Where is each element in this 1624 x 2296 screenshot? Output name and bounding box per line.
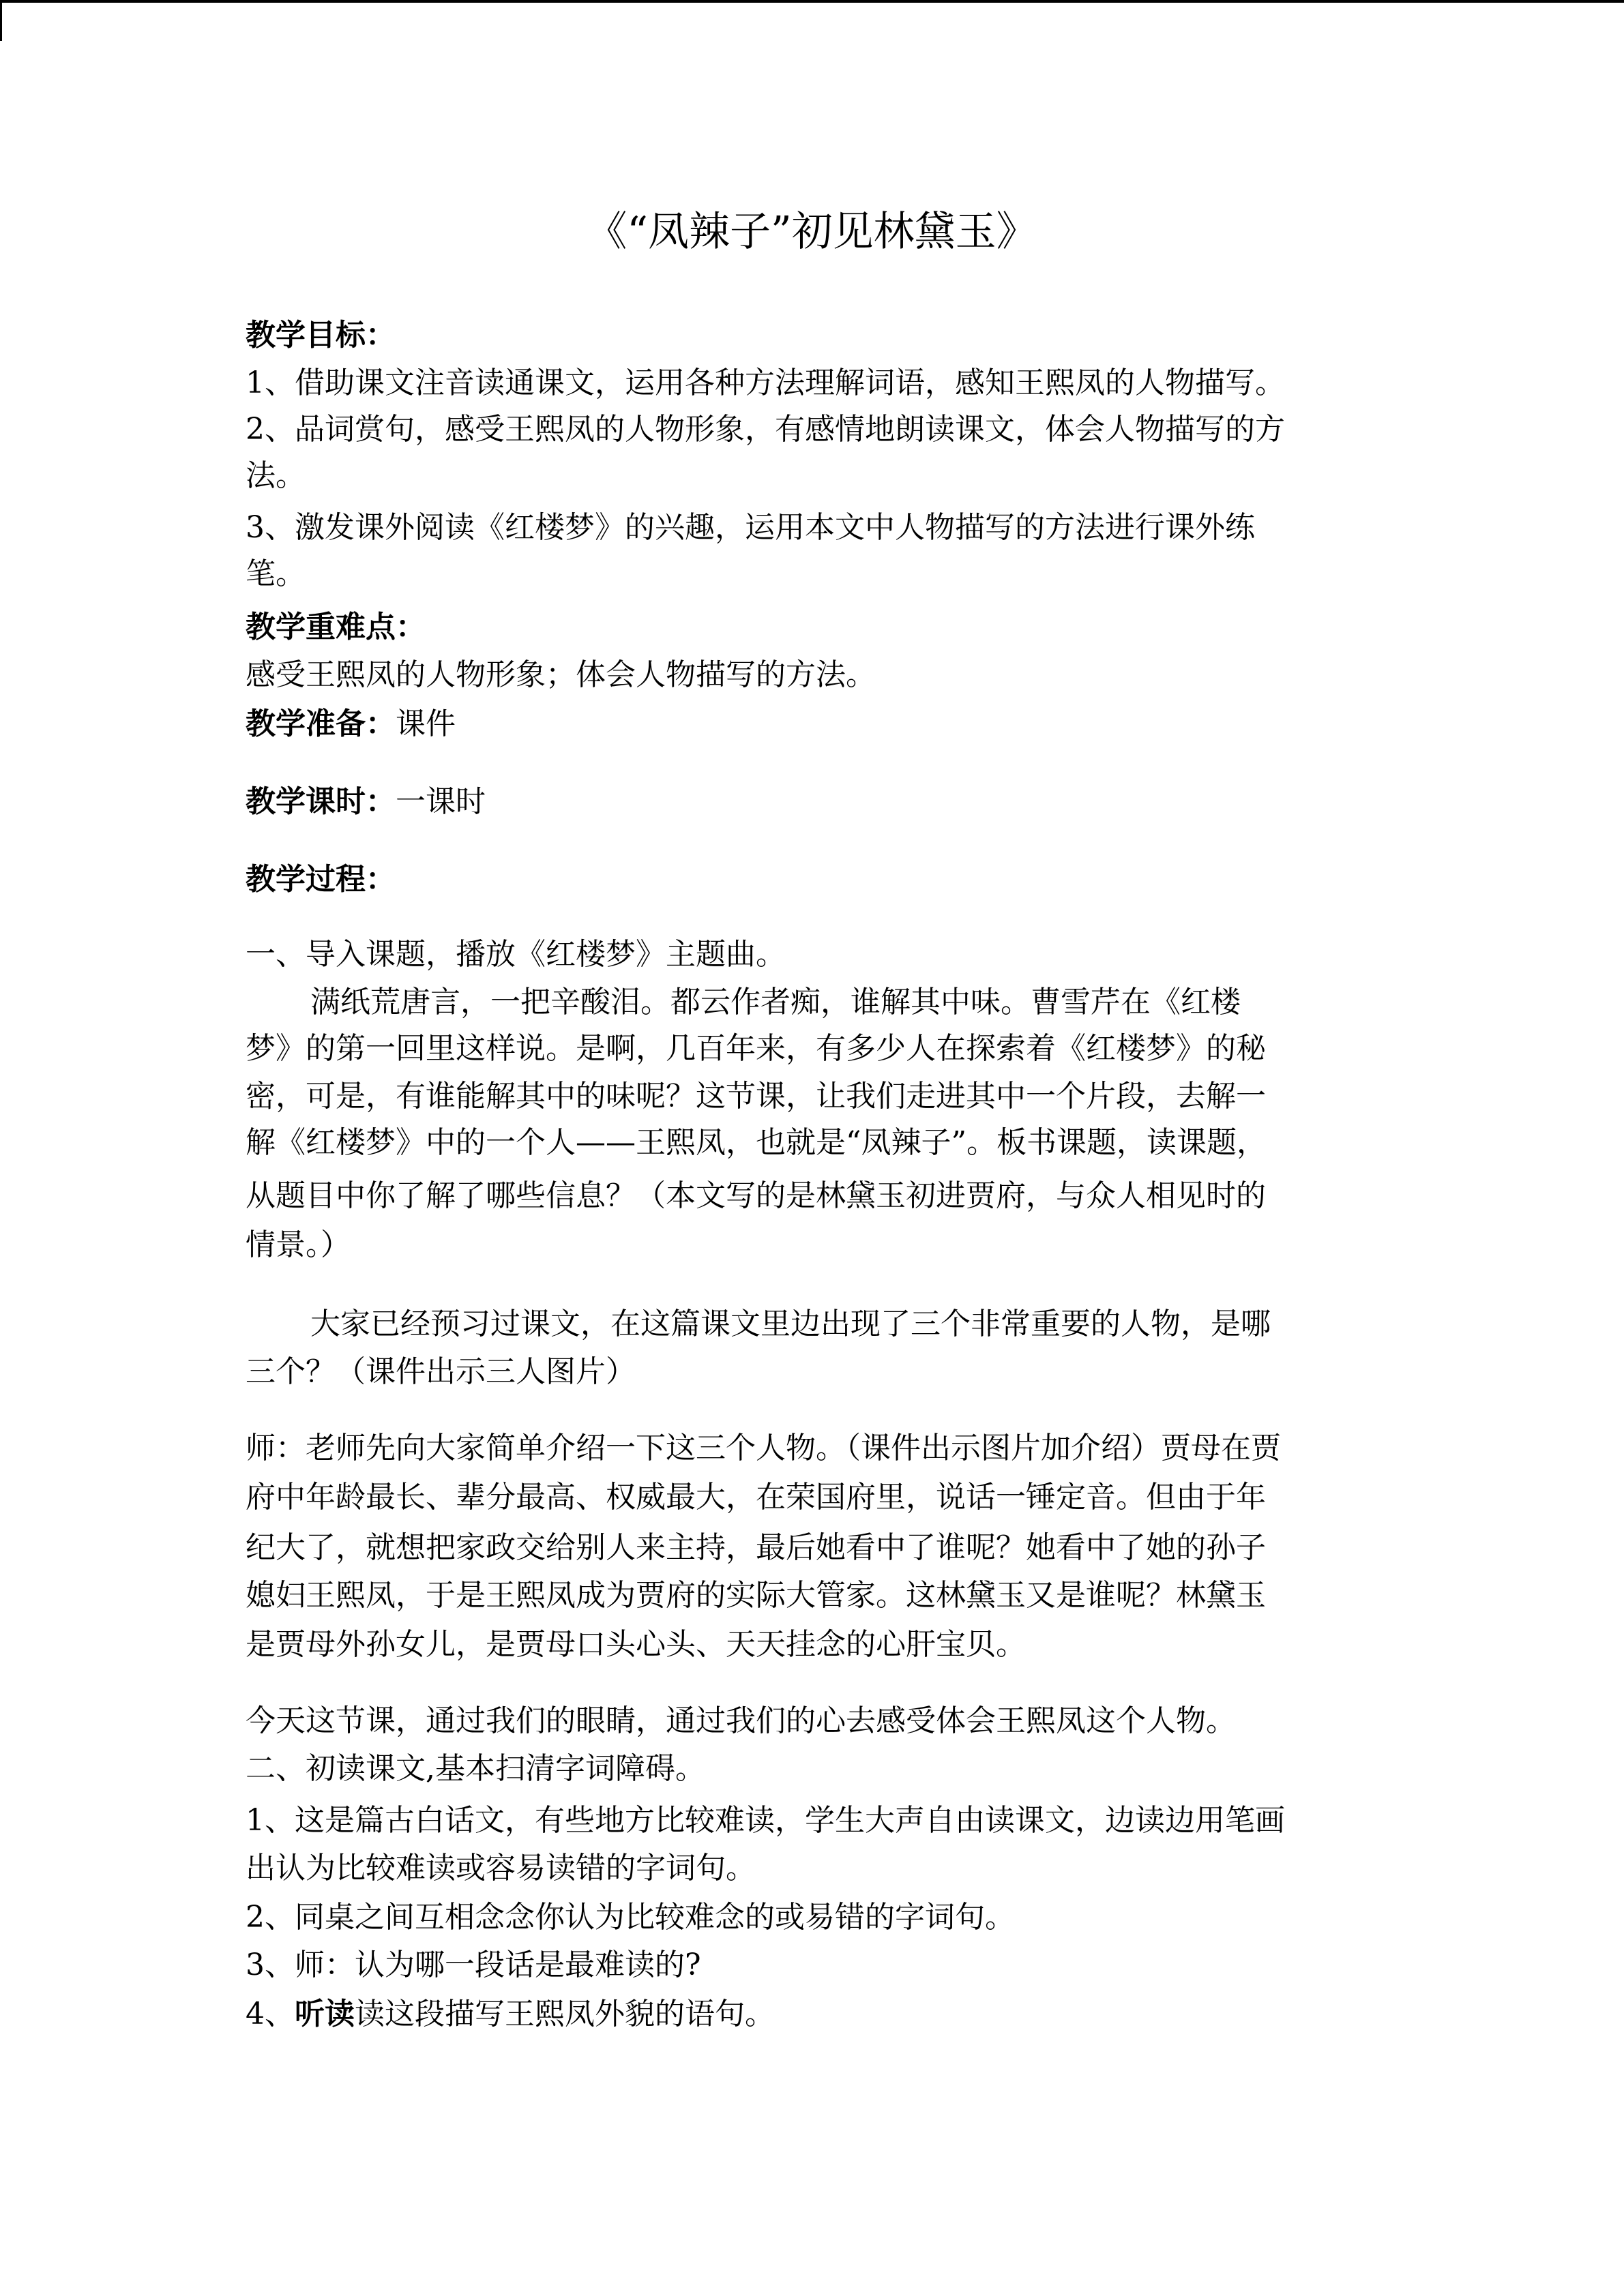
list-item-bold-text: 听读 xyxy=(295,1997,355,2031)
objective-line: 3、激发课外阅读《红楼梦》的兴趣，运用本文中人物描写的方法进行课外练 xyxy=(246,510,1255,545)
top-border xyxy=(0,0,1624,3)
left-border xyxy=(0,0,2,41)
list-item-prefix: 4、 xyxy=(246,1997,295,2031)
document-title: 《“凤辣子”初见林黛玉》 xyxy=(586,208,1037,256)
key-points-heading: 教学重难点： xyxy=(246,610,426,644)
paragraph-line: 府中年龄最长、辈分最高、权威最大，在荣国府里，说话一锤定音。但由于年 xyxy=(246,1480,1266,1515)
list-item: 3、师：认为哪一段话是最难读的? xyxy=(246,1948,701,1982)
paragraph-line: 大家已经预习过课文，在这篇课文里边出现了三个非常重要的人物，是哪 xyxy=(310,1307,1271,1341)
period-label: 教学课时： xyxy=(246,784,396,819)
paragraph-line: 是贾母外孙女儿，是贾母口头心头、天天挂念的心肝宝贝。 xyxy=(246,1627,1026,1662)
list-item-text: 读这段描写王熙凤外貌的语句。 xyxy=(355,1997,775,2031)
preparation-line xyxy=(246,704,456,745)
objective-line: 1、借助课文注音读通课文，运用各种方法理解词语，感知王熙凤的人物描写。 xyxy=(246,366,1285,400)
paragraph-line: 情景。） xyxy=(246,1227,351,1262)
objectives-heading: 教学目标： xyxy=(246,318,396,353)
objective-line: 2、品词赏句，感受王熙凤的人物形象，有感情地朗读课文，体会人物描写的方 xyxy=(246,412,1285,447)
list-item xyxy=(246,1994,775,2035)
paragraph-line: 密，可是，有谁能解其中的味呢？这节课，让我们走进其中一个片段，去解一 xyxy=(246,1079,1266,1114)
section2-heading: 二、初读课文,基本扫清字词障碍。 xyxy=(246,1751,705,1786)
list-item: 2、同桌之间互相念念你认为比较难念的或易错的字词句。 xyxy=(246,1900,1015,1935)
objective-line: 笔。 xyxy=(246,556,306,591)
paragraph-line: 媳妇王熙凤，于是王熙凤成为贾府的实际大管家。这林黛玉又是谁呢？林黛玉 xyxy=(246,1578,1266,1613)
paragraph-line: 今天这节课，通过我们的眼睛，通过我们的心去感受体会王熙凤这个人物。 xyxy=(246,1703,1236,1738)
process-heading: 教学过程： xyxy=(246,862,396,897)
list-item: 出认为比较难读或容易读错的字词句。 xyxy=(246,1851,756,1885)
paragraph-line: 三个？（课件出示三人图片） xyxy=(246,1354,636,1389)
paragraph-line: 满纸荒唐言，一把辛酸泪。都云作者痴，谁解其中味。曹雪芹在《红楼 xyxy=(310,985,1241,1019)
paragraph-line: 梦》的第一回里这样说。是啊，几百年来，有多少人在探索着《红楼梦》的秘 xyxy=(246,1031,1266,1066)
objective-line: 法。 xyxy=(246,458,306,493)
preparation-label: 教学准备： xyxy=(246,706,396,741)
paragraph-line: 解《红楼梦》中的一个人——王熙凤，也就是“凤辣子”。板书课题，读课题， xyxy=(246,1125,1267,1160)
list-item: 1、这是篇古白话文，有些地方比较难读，学生大声自由读课文，边读边用笔画 xyxy=(246,1803,1285,1838)
section1-heading: 一、导入课题，播放《红楼梦》主题曲。 xyxy=(246,937,786,972)
paragraph-line: 纪大了，就想把家政交给别人来主持，最后她看中了谁呢？她看中了她的孙子 xyxy=(246,1530,1266,1565)
period-line xyxy=(246,781,486,822)
preparation-value: 课件 xyxy=(396,706,456,741)
key-points-text: 感受王熙凤的人物形象；体会人物描写的方法。 xyxy=(246,657,876,692)
paragraph-line: 从题目中你了解了哪些信息？（本文写的是林黛玉初进贾府，与众人相见时的 xyxy=(246,1178,1266,1213)
paragraph-line: 师：老师先向大家简单介绍一下这三个人物。（课件出示图片加介绍）贾母在贾 xyxy=(246,1431,1281,1465)
period-value: 一课时 xyxy=(396,784,486,819)
